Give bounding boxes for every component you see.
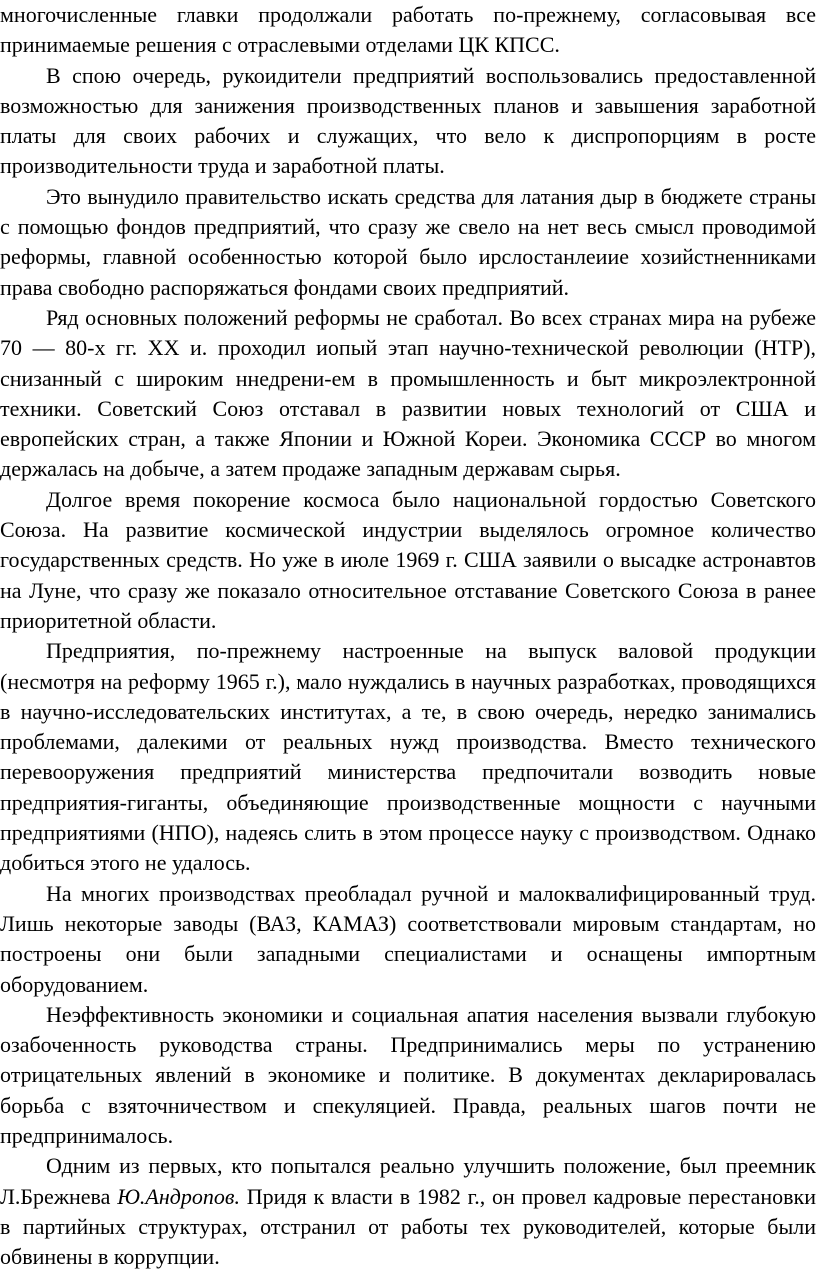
paragraph-6: Предприятия, по-прежнему настроенные на выпуск валовой продукции (несмотря на реформу 1965 г.), мало нуждались в научных разработках, проводящихся в научно-исследовательских институтах, а те, в свою очередь, нередко занимались проблемами, далекими от реальных нужд производства. Вместо технического перевооружения предприятий министерства предпочитали возводить новые предприятия-гиганты, объединяющие производственные мощности с научными предприятиями (НПО), надеясь слить в этом процессе науку с производством. Однако добиться этого не удалось.	[0, 638, 816, 876]
paragraph-9	[0, 1151, 816, 1272]
paragraph-9-text-after: Придя к власти в 1982 г., он провел кадровые перестановки в партийных структурах, отстранил от работы тех руководителей, которые были обвинены в коррупции.	[0, 1183, 816, 1270]
paragraph-9-italic-name: Ю.Андропов.	[117, 1183, 240, 1209]
paragraph-1: многочисленные главки продолжали работать по-прежнему, согласовывая все принимаемые решения с отраслевыми отделами ЦК КПСС.	[0, 2, 816, 58]
paragraph-2: В спою очередь, рукоидители предприятий воспользовались предоставленной возможностью для занижения производственных планов и завышения заработной платы для своих рабочих и служащих, что вело к диспропорциям в росте производительности труда и заработной платы.	[0, 62, 816, 179]
paragraph-4: Ряд основных положений реформы не сработал. Во всех странах мира на рубеже 70 — 80-х гг. XX и. проходил иопый этап научно-технической революции (НТР), снизанный с широким ннедрени-ем в промышленность и быт микроэлектронной техники. Советский Союз отставал в развитии новых технологий от США и европейских стран, а также Японии и Южной Кореи. Экономика СССР во многом держалась на добыче, а затем продаже западным державам сырья.	[0, 304, 816, 482]
paragraph-7: На многих производствах преобладал ручной и малоквалифицированный труд. Лишь некоторые заводы (ВАЗ, КАМАЗ) соответствовали мировым стандартам, но построены они были западными специалистами и оснащены импортным оборудованием.	[0, 880, 816, 997]
paragraph-9-text-before: Одним из первых, кто попытался реально улучшить положение, был преемник Л.Брежнева	[0, 1153, 816, 1209]
paragraph-3: Это вынудило правительство искать средства для латания дыр в бюджете страны с помощью фондов предприятий, что сразу же свело на нет весь смысл проводимой реформы, главной особенностью которой было ирслостанлеиие хозийстненниками права свободно распоряжаться фондами своих предприятий.	[0, 183, 816, 300]
paragraph-8: Неэффективность экономики и социальная апатия населения вызвали глубокую озабоченность руководства страны. Предпринимались меры по устранению отрицательных явлений в экономике и политике. В документах декларировалась борьба с взяточничеством и спекуляцией. Правда, реальных шагов почти не предпринималось.	[0, 1001, 816, 1148]
paragraph-5: Долгое время покорение космоса было национальной гордостью Советского Союза. На развитие космической индустрии выделялось огромное количество государственных средств. Но уже в июле 1969 г. США заявили о высадке астронавтов на Луне, что сразу же показало относительное отставание Советского Союза в ранее приоритетной области.	[0, 486, 816, 633]
